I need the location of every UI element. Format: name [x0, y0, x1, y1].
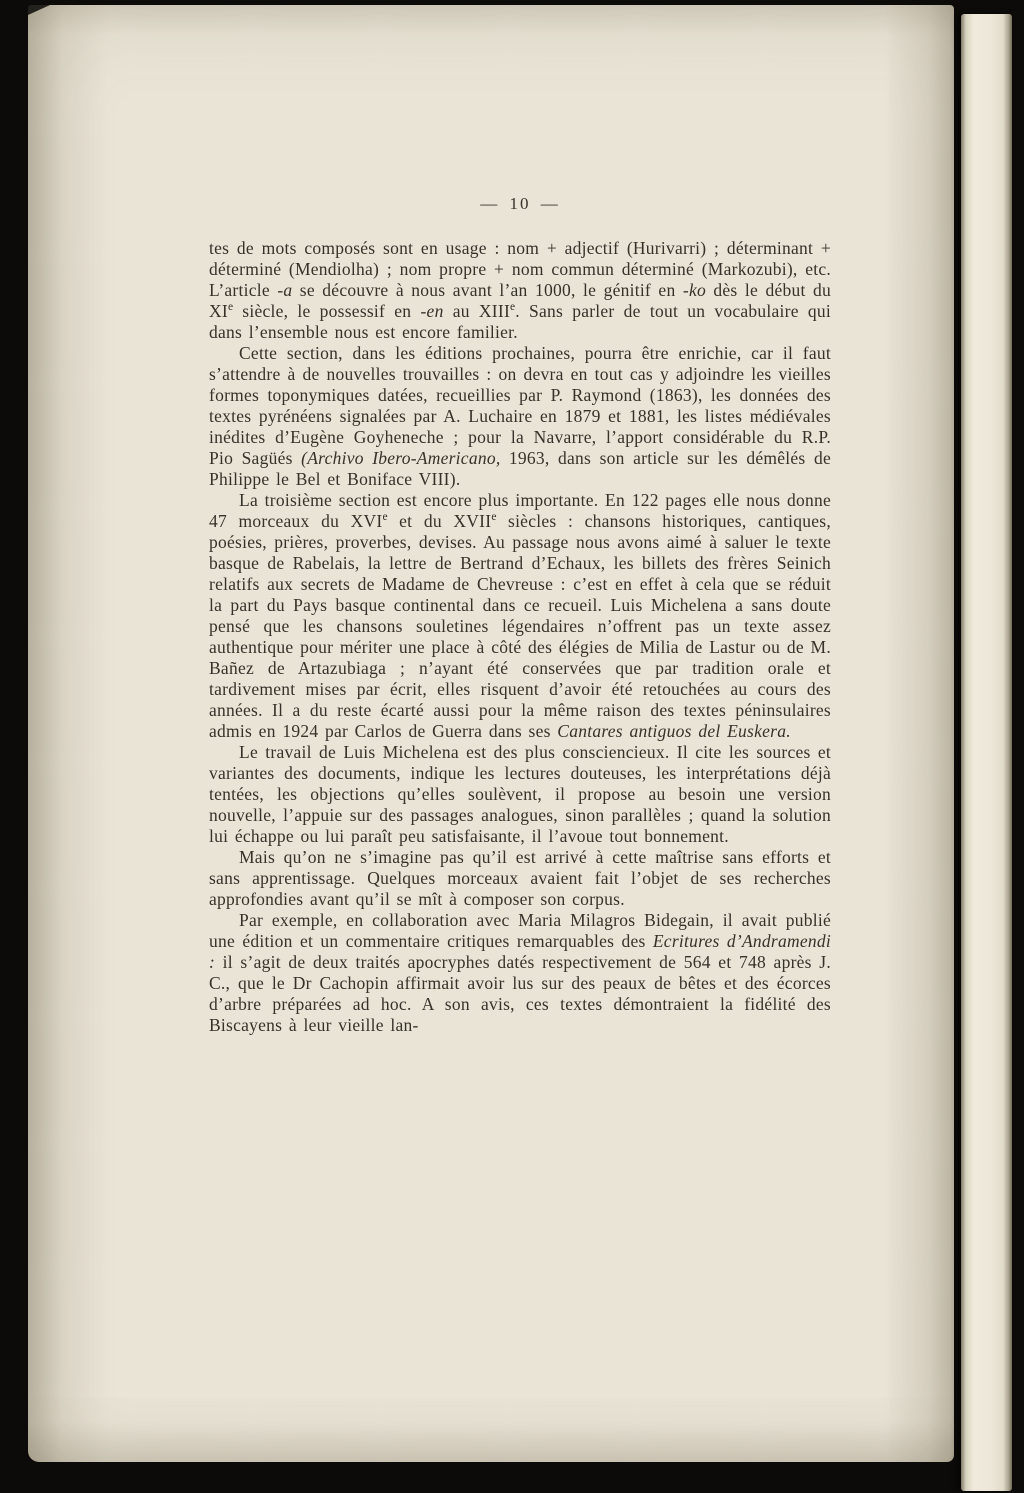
- body-text: 1963, dans son article sur les démêlés de Philippe le Bel et Boniface VIII).: [209, 448, 831, 489]
- body-text: Cette section, dans les éditions prochaines, pourra être enrichie, car il faut s’attendre à de nouvelles trouvailles : on devra en tout cas y adjoindre les vieilles formes toponymiques datées, recueillies par P. Raymond (1863), les données des textes pyrénéens signalées par A. Luchaire en 1879 et 1881, les listes médiévales inédites d’Eugène Goyheneche ; pour la Navarre, l’apport considérable du R.P. Pio Sagüés: [209, 343, 831, 468]
- superscript-text: e: [382, 511, 388, 524]
- paragraph: [209, 742, 831, 847]
- next-page-edge: [961, 14, 1012, 1491]
- italic-text: -en: [420, 301, 444, 321]
- body-text: tes de mots composés sont en usage : nom + adjectif (Hurivarri) ; déterminant + déterminé (Mendiolha) ; nom propre + nom commun déterminé (Markozubi), etc. L’article: [209, 238, 831, 300]
- paragraph: [209, 343, 831, 490]
- body-text: Par exemple, en collaboration avec Maria Milagros Bidegain, il avait publié une édition et un commentaire critiques remarquables des: [209, 910, 831, 951]
- page-number: — 10 —: [480, 194, 560, 213]
- paragraph: [209, 490, 831, 742]
- body-text: dès le début du XI: [209, 280, 832, 321]
- body-text: Mais qu’on ne s’imagine pas qu’il est arrivé à cette maîtrise sans efforts et sans apprentissage. Quelques morceaux avaient fait l’objet de ses recherches approfondies avant qu’il se mît à composer son corpus.: [209, 847, 831, 909]
- body-text: au XIII: [443, 301, 511, 321]
- paragraph: [209, 847, 831, 910]
- italic-text: (Archivo Ibero-Americano,: [301, 448, 501, 468]
- book-page: [28, 5, 954, 1462]
- body-text: Le travail de Luis Michelena est des plus consciencieux. Il cite les sources et variantes des documents, indique les lectures douteuses, les interprétations déjà tentées, les objections qu’elles soulèvent, il propose au besoin une version nouvelle, l’appuie sur des passages analogues, sinon parallèles ; quand la solution lui échappe ou lui paraît peu satisfaisante, il l’avoue tout bonnement.: [209, 742, 831, 846]
- body-text: et du XVII: [387, 511, 492, 531]
- paragraph: [209, 238, 831, 343]
- italic-text: -a: [277, 280, 293, 300]
- body-text: il s’agit de deux traités apocryphes datés respectivement de 564 et 748 après J. C., que le Dr Cachopin affirmait avoir lus sur des peaux de bêtes et des écorces d’arbre préparées ad hoc. A son avis, ces textes démontraient la fidélité des Biscayens à leur vieille lan-: [209, 952, 831, 1035]
- superscript-text: e: [491, 511, 497, 524]
- body-text: siècles : chansons historiques, cantiques, poésies, prières, proverbes, devises. Au passage nous avons aimé à saluer le texte basque de Rabelais, la lettre de Bertrand d’Echaux, les billets des frères Seinich relatifs aux secrets de Madame de Chevreuse : c’est en effet à cela que se réduit la part du Pays basque continental dans ce recueil. Luis Michelena a sans doute pensé que les chansons souletines légendaires n’offrent pas un texte assez authentique pour mériter une place à côté des élégies de Milia de Lastur ou de M. Bañez de Artazubiaga ; n’ayant été conservées que par tradition orale et tardivement mises par écrit, elles risquent d’avoir été retouchées au cours des années. Il a du reste écarté aussi pour la même raison des textes péninsulaires admis en 1924 par Carlos de Guerra dans ses: [209, 511, 831, 741]
- superscript-text: e: [510, 301, 516, 314]
- superscript-text: e: [227, 301, 234, 314]
- text-block: [209, 193, 831, 1036]
- page-corner-shadow: [28, 5, 50, 15]
- paragraphs: [209, 238, 831, 1036]
- italic-text: -ko: [682, 280, 706, 300]
- body-text: se découvre à nous avant l’an 1000, le génitif en: [292, 280, 683, 300]
- body-text: . Sans parler de tout un vocabulaire qui dans l’ensemble nous est encore familier.: [209, 301, 832, 342]
- body-text: siècle, le possessif en: [233, 301, 421, 321]
- paragraph: [209, 910, 831, 1036]
- italic-text: Cantares antiguos del Euskera.: [557, 721, 791, 741]
- body-text: La troisième section est encore plus importante. En 122 pages elle nous donne 47 morceaux du XVI: [209, 490, 831, 531]
- italic-text: Ecritures d’Andramendi :: [209, 931, 831, 972]
